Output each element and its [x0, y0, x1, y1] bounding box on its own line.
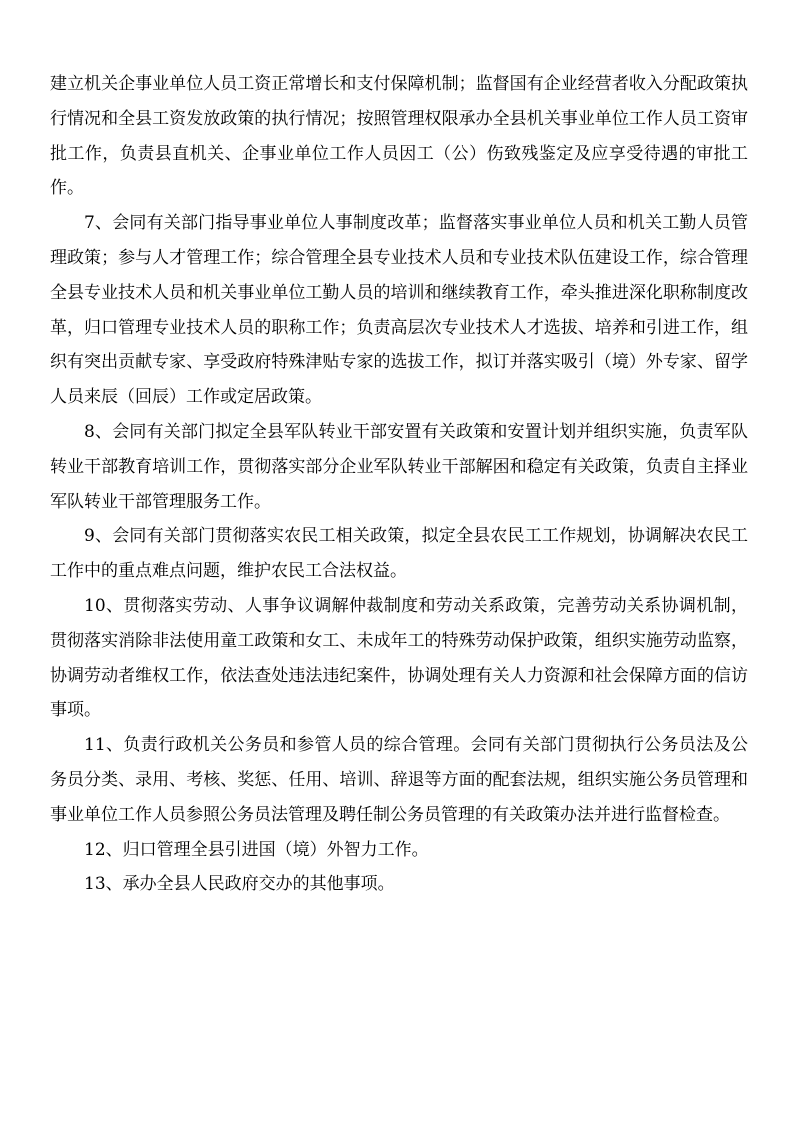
paragraph-item-6-continued: 建立机关企事业单位人员工资正常增长和支付保障机制；监督国有企业经营者收入分配政策执行情况和全县工资发放政策的执行情况；按照管理权限承办全县机关事业单位工作人员工资审批工作，负责县直机关、企事业单位工作人员因工（公）伤致残鉴定及应享受待遇的审批工作。 — [50, 74, 748, 199]
paragraph-item-8: 8、会同有关部门拟定全县军队转业干部安置有关政策和安置计划并组织实施，负责军队转业干部教育培训工作，贯彻落实部分企业军队转业干部解困和稳定有关政策，负责自主择业军队转业干部管理服务工作。 — [50, 421, 748, 512]
paragraph-item-7: 7、会同有关部门指导事业单位人事制度改革；监督落实事业单位人员和机关工勤人员管理政策；参与人才管理工作；综合管理全县专业技术人员和专业技术队伍建设工作，综合管理全县专业技术人员和机关事业单位工勤人员的培训和继续教育工作，牵头推进深化职称制度改革，归口管理专业技术人员的职称工作；负责高层次专业技术人才选拔、培养和引进工作，组织有突出贡献专家、享受政府特殊津贴专家的选拔工作，拟订并落实吸引（境）外专家、留学人员来辰（回辰）工作或定居政策。 — [50, 213, 748, 408]
paragraph-item-12: 12、归口管理全县引进国（境）外智力工作。 — [84, 839, 429, 860]
paragraph-item-13: 13、承办全县人民政府交办的其他事项。 — [84, 874, 395, 895]
document-page — [50, 67, 748, 902]
paragraph-item-10: 10、贯彻落实劳动、人事争议调解仲裁制度和劳动关系政策，完善劳动关系协调机制，贯彻落实消除非法使用童工政策和女工、未成年工的特殊劳动保护政策，组织实施劳动监察，协调劳动者维权工作，依法查处违法违纪案件，协调处理有关人力资源和社会保障方面的信访事项。 — [50, 595, 748, 721]
paragraph-item-9: 9、会同有关部门贯彻落实农民工相关政策，拟定全县农民工工作规划，协调解决农民工工作中的重点难点问题，维护农民工合法权益。 — [50, 526, 748, 582]
paragraph-item-11: 11、负责行政机关公务员和参管人员的综合管理。会同有关部门贯彻执行公务员法及公务员分类、录用、考核、奖惩、任用、培训、辞退等方面的配套法规，组织实施公务员管理和事业单位工作人员参照公务员法管理及聘任制公务员管理的有关政策办法并进行监督检查。 — [50, 735, 748, 825]
